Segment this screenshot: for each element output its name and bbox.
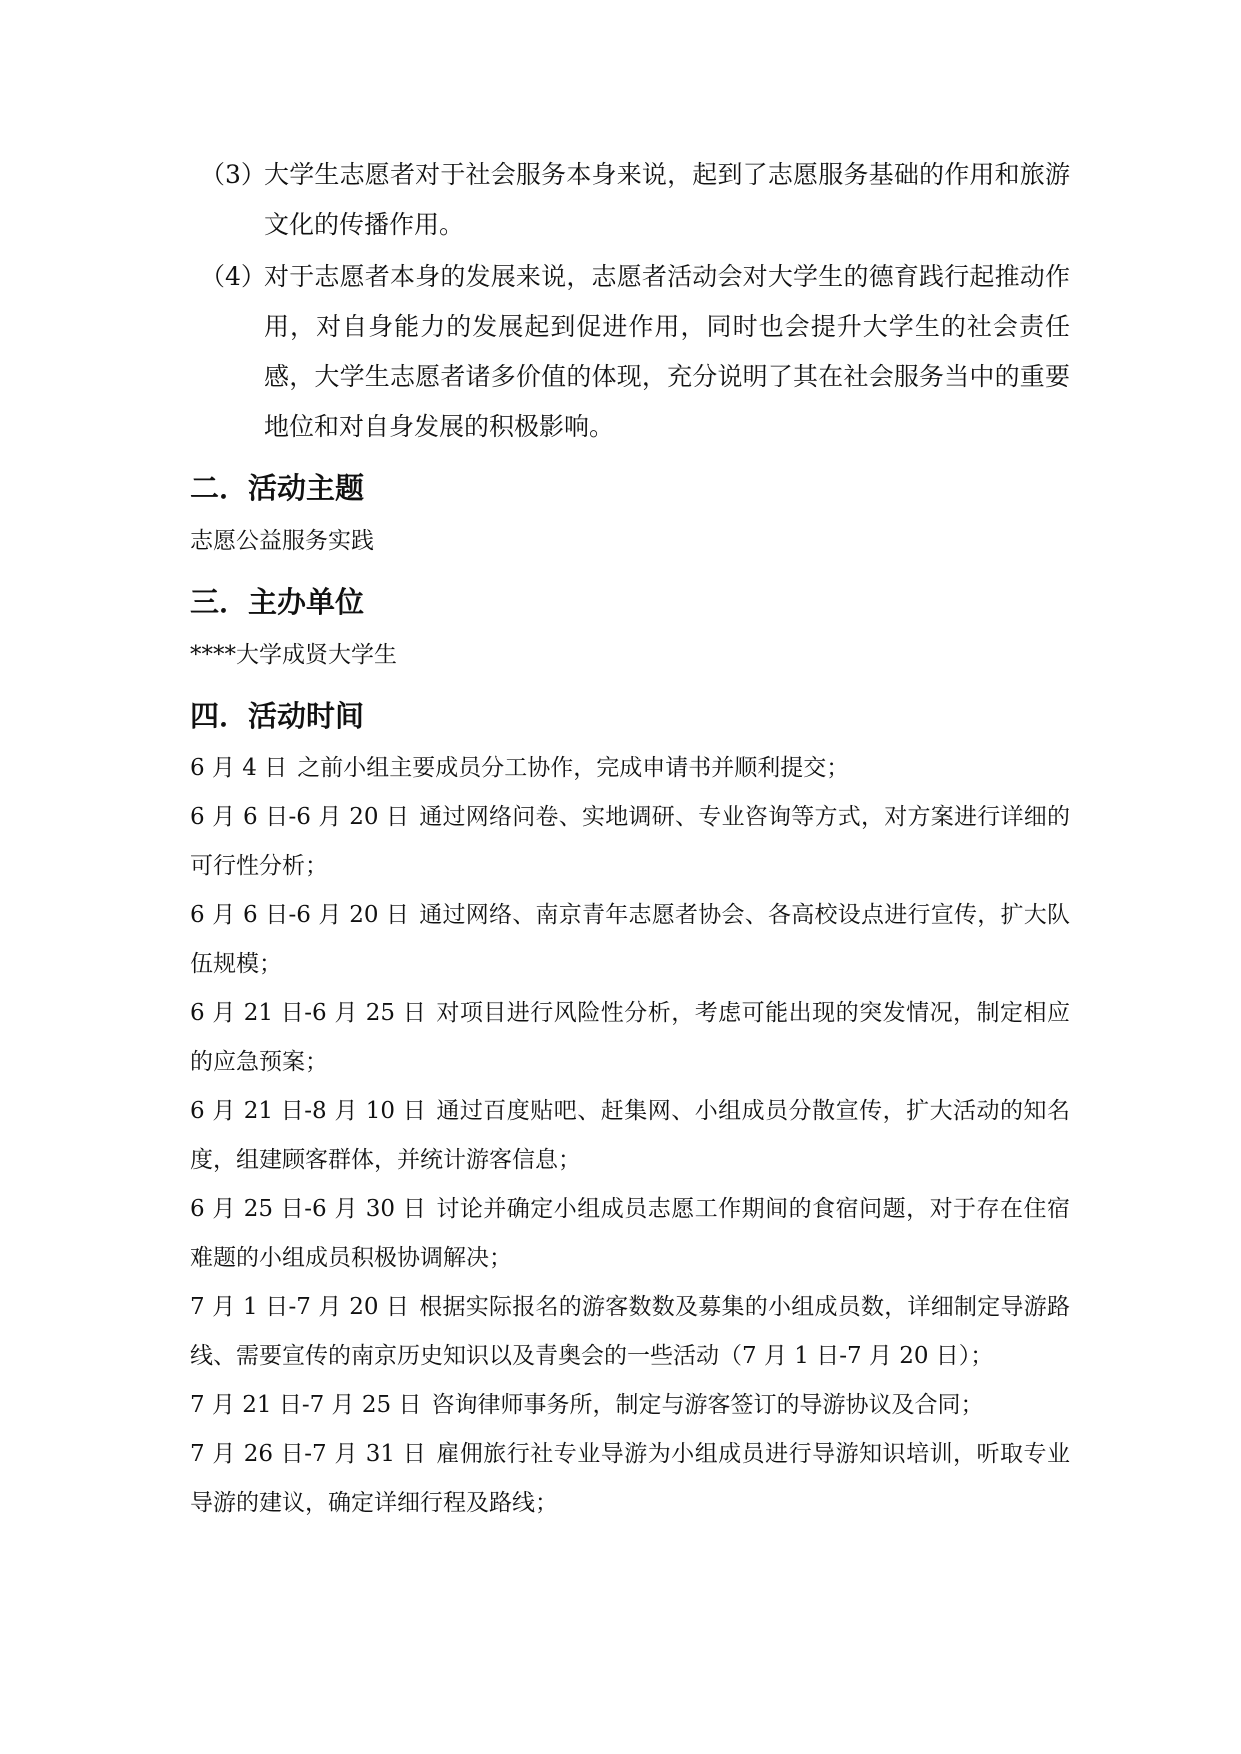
- item-number: （4）: [200, 262, 266, 291]
- schedule-text: 之前小组主要成员分工协作，完成申请书并顺利提交；: [297, 755, 850, 781]
- schedule-text: 对项目进行风险性分析，考虑可能出现的突发情况，制定相应的应急预案；: [190, 1000, 1071, 1075]
- schedule-date: 7 月 1 日-7 月 20 日: [190, 1294, 410, 1320]
- section-heading-schedule: 四．活动时间: [190, 699, 365, 733]
- item-text: 对于志愿者本身的发展来说，志愿者活动会对大学生的德育践行起推动作用，对自身能力的发展起到促进作用，同时也会提升大学生的社会责任感，大学生志愿者诸多价值的体现，充分说明了其在社会服务当中的重要地位和对自身发展的积极影响。: [264, 262, 1070, 441]
- schedule-item: [190, 1430, 1070, 1528]
- schedule-text: 咨询律师事务所，制定与游客签订的导游协议及合同；: [431, 1392, 984, 1418]
- schedule-item: [190, 793, 1070, 891]
- schedule-date: 6 月 21 日-8 月 10 日: [190, 1098, 427, 1124]
- section-body-organizer: ****大学成贤大学生: [190, 642, 397, 668]
- schedule-date: 7 月 26 日-7 月 31 日: [190, 1441, 427, 1467]
- schedule-item: [190, 1087, 1070, 1185]
- schedule-text: 根据实际报名的游客数数及募集的小组成员数，详细制定导游路线、需要宣传的南京历史知识以及青奥会的一些活动（7 月 1 日-7 月 20 日）；: [190, 1294, 1071, 1369]
- schedule-date: 6 月 6 日-6 月 20 日: [190, 902, 410, 928]
- schedule-text: 通过网络问卷、实地调研、专业咨询等方式，对方案进行详细的可行性分析；: [190, 804, 1071, 879]
- document-body: [190, 150, 1070, 1528]
- schedule-item: [190, 1185, 1070, 1283]
- schedule-item: [190, 1381, 1070, 1430]
- schedule-item: [190, 891, 1070, 989]
- schedule-text: 讨论并确定小组成员志愿工作期间的食宿问题，对于存在住宿难题的小组成员积极协调解决；: [190, 1196, 1071, 1271]
- section-heading-organizer: 三．主办单位: [190, 585, 365, 619]
- schedule-text: 雇佣旅行社专业导游为小组成员进行导游知识培训，听取专业导游的建议，确定详细行程及路线；: [190, 1441, 1071, 1516]
- schedule-date: 6 月 4 日: [190, 755, 288, 781]
- item-number: （3）: [200, 160, 266, 189]
- schedule-text: 通过百度贴吧、赶集网、小组成员分散宣传，扩大活动的知名度，组建顾客群体，并统计游客信息；: [190, 1098, 1071, 1173]
- schedule-date: 6 月 25 日-6 月 30 日: [190, 1196, 427, 1222]
- schedule-date: 6 月 21 日-6 月 25 日: [190, 1000, 427, 1026]
- item-text: 大学生志愿者对于社会服务本身来说，起到了志愿服务基础的作用和旅游文化的传播作用。: [264, 160, 1070, 239]
- schedule-text: 通过网络、南京青年志愿者协会、各高校设点进行宣传，扩大队伍规模；: [190, 902, 1071, 977]
- schedule-date: 7 月 21 日-7 月 25 日: [190, 1392, 422, 1418]
- schedule-item: [190, 744, 1070, 793]
- schedule-item: [190, 1283, 1070, 1381]
- schedule-item: [190, 989, 1070, 1087]
- schedule-date: 6 月 6 日-6 月 20 日: [190, 804, 410, 830]
- numbered-item: [190, 252, 1070, 452]
- section-body-theme: 志愿公益服务实践: [190, 528, 374, 554]
- numbered-item: [190, 150, 1070, 250]
- section-heading-theme: 二．活动主题: [190, 471, 365, 505]
